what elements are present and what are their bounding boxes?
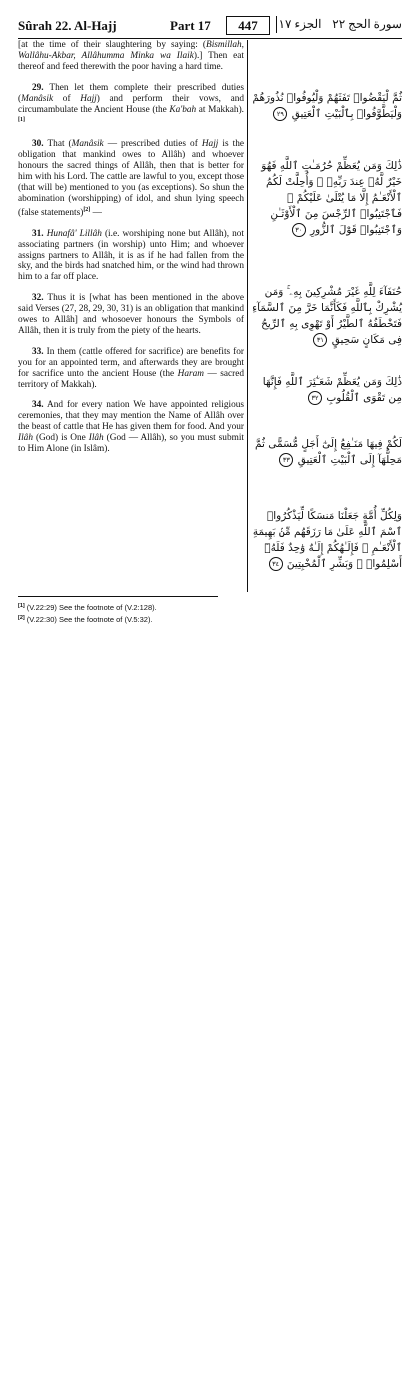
- arabic-verse-29: ثُمَّ لْيَقْضُوا۟ تَفَثَهُمْ وَلْيُوفُوا۟ نُذُورَهُمْ وَلْيَطَّوَّفُوا۟ بِٱلْبَيْتِ ٱلْعَتِيقِ ٢٩: [252, 92, 402, 120]
- ayah-marker-icon: ٣٠: [292, 223, 306, 237]
- verse-32: 32. Thus it is [what has been mentioned in the above said Verses (27, 28, 29, 30, 31) is an obligation that mankind owes to Allâh] and whosoever honours the Symbols of Allâh, then it is truly from the piety of the hearts.: [18, 293, 244, 336]
- surah-title: Sûrah 22. Al-Hajj: [18, 18, 117, 33]
- verse-30: 30. That (Manâsik — prescribed duties of Hajj is the obligation that mankind owes to Allâh) and whoever honours the sacred things of Allâh, then that is better for him with his Lord. The cattle are lawful to you, except those (that will be) mentioned to you (as exceptions). So shun the abomination (worshipping) of idol, and shun lying speech (false statements)[2] —: [18, 139, 244, 218]
- column-divider: [247, 40, 248, 592]
- footnotes: [18, 601, 402, 625]
- verse-29: 29. Then let them complete their prescribed duties (Manâsik of Hajj) and perform their vows, and circumambulate the Ancient House (the Ka'bah at Makkah).[1]: [18, 82, 244, 124]
- ayah-marker-icon: ٢٩: [273, 107, 287, 121]
- juz-arabic: الجزء ١٧: [276, 16, 323, 33]
- arabic-verse-32: ذَٰلِكَ وَمَن يُعَظِّمْ شَعَـٰٓئِرَ ٱللَّهِ فَإِنَّهَا مِن تَقْوَى ٱلْقُلُوبِ ٣٢: [262, 376, 402, 404]
- english-translation-column: [18, 40, 244, 465]
- footnote-ref-1: [1]: [18, 117, 25, 124]
- verse-31: 31. Hunafâ' Lillâh (i.e. worshiping none but Allâh), not associating partners (in worship) unto Him; and whoever assigns partners to Allâh, it is as if he had fallen from the sky, and the birds had snatched him, or the wind had thrown him to a far off place.: [18, 228, 244, 283]
- arabic-verse-30: ذَٰلِكَ وَمَن يُعَظِّمْ حُرُمَـٰتِ ٱللَّهِ فَهُوَ خَيْرٌ لَّهُۥ عِندَ رَبِّهِۦ ۗ وَأُحِلَّتْ لَكُمُ ٱلْأَنْعَـٰمُ إِلَّا مَا يُتْلَىٰ عَلَيْكُمْ ۖ فَٱجْتَنِبُوا۟ ٱلرِّجْسَ مِنَ ٱلْأَوْثَـٰنِ وَٱجْتَنِبُوا۟ قَوْلَ ٱلزُّورِ ٣٠: [261, 160, 402, 236]
- footnote-divider: [18, 596, 218, 597]
- ayah-marker-icon: ٣٣: [279, 453, 293, 467]
- verse-33: 33. In them (cattle offered for sacrifice) are benefits for you for an appointed term, and afterwards they are brought for sacrifice unto the ancient House (the Haram — sacred territory of Makkah).: [18, 346, 245, 390]
- part-label: Part 17: [170, 18, 211, 33]
- page-number: 447: [226, 16, 270, 35]
- ayah-marker-icon: ٣٤: [269, 557, 283, 571]
- ayah-marker-icon: ٣١: [313, 333, 327, 347]
- verse-34: 34. And for every nation We have appointed religious ceremonies, that they may mention the Name of Allâh over the beast of cattle that He has given them for food. And your Ilâh (God) is One Ilâh (God — Allâh), so you must submit to Him Alone (in Islâm).: [18, 400, 244, 455]
- arabic-verse-33: لَكُمْ فِيهَا مَنَـٰفِعُ إِلَىٰٓ أَجَلٍ مُّسَمًّى ثُمَّ مَحِلُّهَآ إِلَى ٱلْبَيْتِ ٱلْعَتِيقِ ٣٣: [255, 438, 402, 466]
- surah-title-arabic: سورة الحج ٢٢: [332, 17, 402, 31]
- arabic-verse-31: حُنَفَآءَ لِلَّهِ غَيْرَ مُشْرِكِينَ بِهِۦ ۚ وَمَن يُشْرِكْ بِٱللَّهِ فَكَأَنَّمَا خَرَّ مِنَ ٱلسَّمَآءِ فَتَخْطَفُهُ ٱلطَّيْرُ أَوْ تَهْوِى بِهِ ٱلرِّيحُ فِى مَكَانٍ سَحِيقٍ ٣١: [252, 286, 402, 346]
- verse-continuation: [at the time of their slaughtering by saying: (Bismillah, Wallâhu-Akbar, Allâhumma Minka wa Ilaik).] Then eat thereof and feed therewith the poor having a hard time.: [18, 40, 244, 72]
- page-header: [18, 16, 402, 39]
- footnote-ref-2: [2]: [83, 206, 91, 213]
- footnote-1: [1] (V.22:29) See the footnote of (V.2:128).: [18, 603, 157, 612]
- arabic-verse-34: وَلِكُلِّ أُمَّةٍ جَعَلْنَا مَنسَكًا لِّيَذْكُرُوا۟ ٱسْمَ ٱللَّهِ عَلَىٰ مَا رَزَقَهُم مِّنۢ بَهِيمَةِ ٱلْأَنْعَـٰمِ ۗ فَإِلَـٰهُكُمْ إِلَـٰهٌ وَٰحِدٌ فَلَهُۥٓ أَسْلِمُوا۟ ۗ وَبَشِّرِ ٱلْمُخْبِتِينَ ٣٤: [252, 510, 402, 570]
- footnote-2: [2] (V.22:30) See the footnote of (V.5:32).: [18, 615, 153, 624]
- ayah-marker-icon: ٣٢: [308, 391, 322, 405]
